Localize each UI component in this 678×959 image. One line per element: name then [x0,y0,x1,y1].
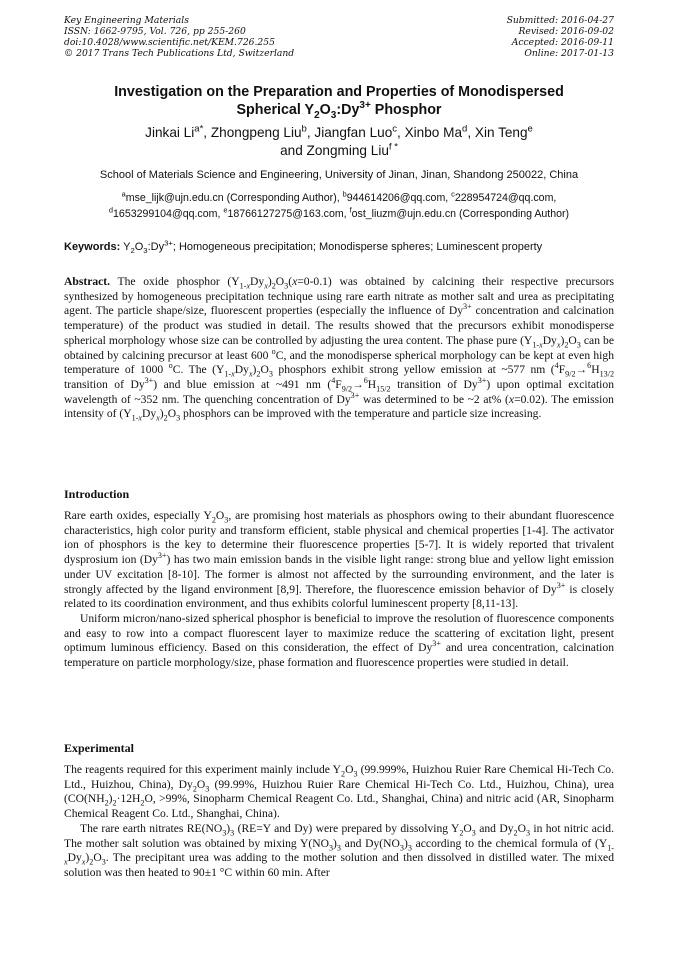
email-f[interactable]: ost_liuzm@ujn.edu.cn (Corresponding Author) [351,208,570,220]
email-d[interactable]: 1653299104@qq.com, [113,208,224,220]
section-title-introduction: Introduction [64,487,130,501]
email-a[interactable]: mse_lijk@ujn.edu.cn (Corresponding Author), [125,192,343,204]
author-name: Xinbo Ma [404,125,463,140]
paragraph: The rare earth nitrates $RE(NO_3)_3$ (RE=Y and Dy) were prepared by dissolving $Y_2O_3$ and $Dy_2O_3$ in hot nitric acid. The mother salt solution was obtained by mixing $Y(NO_3)_3$ and $Dy(NO_3)_3$ according to the chemical formula of $(Y_{1-x}Dy_x)_2O_3$. The precipitant urea was adding to the mother solution and then dissolved in distilled water. The mixed solution was then heated to 90±1 °C within 60 min. After [64,821,614,879]
paragraph: Uniform micron/nano-sized spherical phosphor is beneficial to improve the resolution of fluorescence components and easy to row into a compact fluorescent layer to maximize reduce the scattering of excitation light, present optimum luminous efficiency. Based on this consideration, the effect of $Dy^{3+}$ and urea concentration, calcination temperature on particle morphology/size, phase formation and fluorescence properties were studied in detail. [64,611,614,670]
title-line-1: Investigation on the Preparation and Properties of Monodispersed [114,84,564,100]
author-name: Jiangfan Luo [314,125,393,140]
date-info [507,15,614,59]
author-emails: $^a$mse_lijk@ujn.edu.cn (Corresponding Author), $^b$944614206@qq.com, $^c$228954724@qq.com, $^d$1653299104@qq.com, $^e$18766127275@163.com, $^f$ost_liuzm@ujn.edu.cn (Corresponding Author) [108,189,570,220]
paragraph: Rare earth oxides, especially $Y_2O_3$, are promising host materials as phosphors owing to their abundant fluorescence characteristics, high color purity and transform efficient, stable physical and chemical properties [1-4]. The activator ion of phosphors is the key to determine their fluorescence properties [5-7]. It is widely reported that trivalent dysprosium ion $(Dy^{3+})$ has two main emission bands in the visible light range: strong blue and yellow light emission under UV excitation [8-10]. The former is almost not affected by the surrounding environment, and the later is strongly affected by the ligand environment [8,9]. Therefore, the fluorescence emission behavior of $Dy^{3+}$ is closely related to its coordination environment, and thus exhibits colorful luminescent property [8,11-13]. [64,509,615,611]
keywords: Keywords: $Y_2O_3:Dy^{3+}$; Homogeneous precipitation; Monodisperse spheres; Luminescent property [64,238,543,256]
journal-copyright: © 2017 Trans Tech Publications Ltd, Switzerland [64,48,295,59]
date-submitted: Submitted: 2016-04-27 [506,15,614,26]
introduction-body [64,509,614,671]
keywords-label: Keywords: [64,241,121,253]
date-revised: Revised: 2016-09-02 [518,26,614,37]
author-name: Xin Teng [474,125,528,140]
journal-issn: ISSN: 1662-9795, Vol. 726, pp 255-260 [64,26,246,37]
title-line-2: Spherical $Y_2O_3:Dy^{3+}$ Phosphor [236,100,442,121]
journal-doi[interactable]: doi:10.4028/www.scientific.net/KEM.726.255 [64,37,275,48]
journal-info [64,15,294,59]
email-e[interactable]: 18766127275@163.com, [227,208,350,220]
paper-title [40,83,638,119]
date-accepted: Accepted: 2016-09-11 [511,37,614,48]
author-name: Zhongpeng Liu [210,125,302,140]
affiliation: School of Materials Science and Engineering, University of Jinan, Jinan, Shandong 250022, China [99,169,579,181]
email-c[interactable]: 228954724@qq.com, [454,192,557,204]
paragraph: The reagents required for this experiment mainly include $Y_2O_3$ (99.999%, Huizhou Ruier Rare Chemical Hi-Tech Co. Ltd., Huizhou, China), $Dy_2O_3$ (99.99%, Huizhou Ruier Rare Chemical Hi-Tech Co. Ltd., Huizhou, China), urea ($CO(NH_2)_2\cdot 12H_2O$, >99%, Sinopharm Chemical Reagent Co. Ltd., Shanghai, China) and nitric acid (AR, Sinopharm Chemical Reagent Co. Ltd., Shanghai, China). [64,763,614,821]
section-title-experimental: Experimental [64,741,134,755]
email-b[interactable]: 944614206@qq.com, [346,192,452,204]
date-online: Online: 2017-01-13 [524,48,614,59]
abstract-label: Abstract. [64,275,111,288]
experimental-body [64,763,614,881]
author-name: Jinkai Li [145,125,195,140]
abstract: Abstract. The oxide phosphor $(Y_{1-x}Dy_x)_2O_3(x=0-0.1)$ was obtained by calcining their respective precursors synthesized by homogeneous precipitation technique using rare earth nitrate as mother salt and urea as precipitating agent. The particle shape/size, fluorescent properties (especially the influence of $Dy^{3+}$ concentration and calcination temperature) of the product was studied in detail. The results showed that the precursors exhibit monodisperse spherical morphology whose size can be controlled by adjusting the urea content. The phase pure $(Y_{1-x}Dy_x)_2O_3$ can be obtained by calcining precursor at least 600 $^o$C, and the monodisperse spherical morphology can be kept at even high temperature of 1000 $^o$C. The $(Y_{1-x}Dy_x)_2O_3$ phosphors exhibit strong yellow emission at ~577 nm ($^4F_{9/2}\to^6H_{13/2}$ transition of $Dy^{3+}$) and blue emission at ~491 nm ($^4F_{9/2}\to^6H_{15/2}$ transition of $Dy^{3+}$) upon optimal excitation wavelength of ~352 nm. The quenching concentration of $Dy^{3+}$ was determined to be ~2 at% (x=0.02). The emission intensity of $(Y_{1-x}Dy_x)_2O_3$ phosphors can be improved with the temperature and particle size increasing. [64,275,614,423]
author-name: Zongming Liu [306,143,389,158]
keywords-text: ; Homogeneous precipitation; Monodisperse spheres; Luminescent property [172,241,543,253]
journal-name: Key Engineering Materials [64,15,189,26]
author-list: Jinkai $Li^{a*}$, Zhongpeng Liu$^b$, Jiangfan Luo$^c$, Xinbo Ma$^d$, Xin Teng$^e$ and Zongming Liu$^{f *}$ [145,123,533,158]
